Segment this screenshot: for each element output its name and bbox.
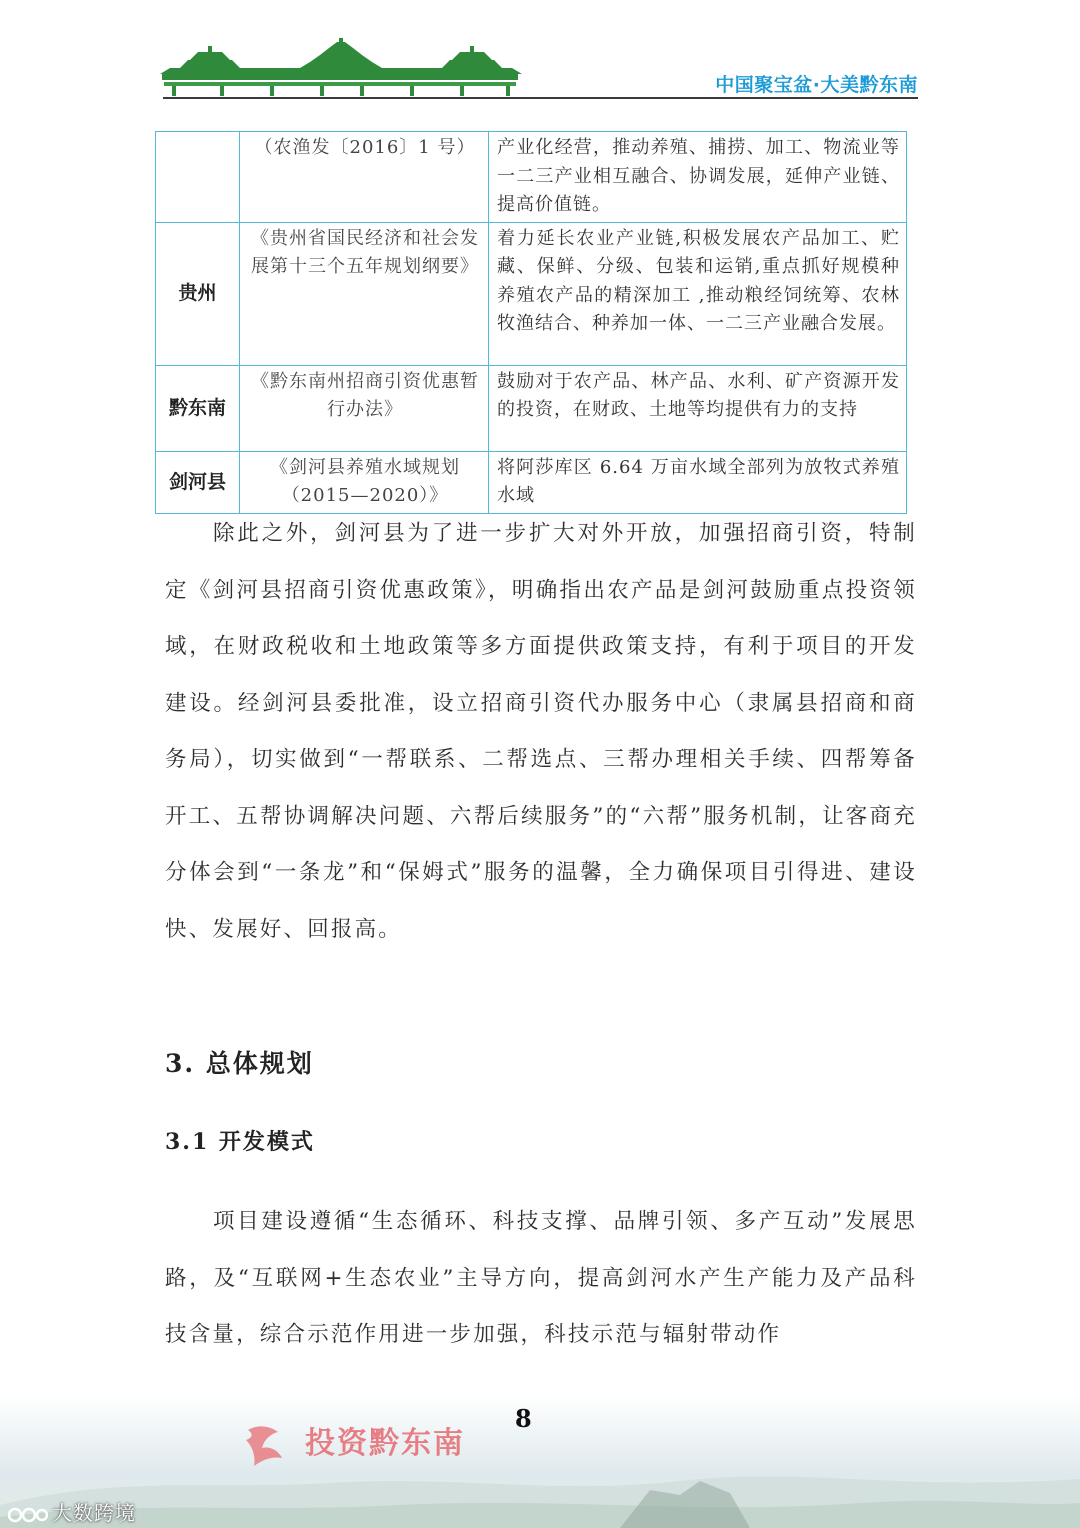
page-header — [0, 0, 1080, 110]
table-row — [156, 365, 907, 451]
header-divider — [163, 97, 918, 99]
table-cell-description: 着力延长农业产业链,积极发展农产品加工、贮藏、保鲜、分级、包装和运销,重点抓好规模种养殖农产品的精深加工 ,推动粮经饲统筹、农林牧渔结合、种养加一体、一二三产业融合发展。 — [489, 222, 907, 365]
footer-background — [0, 1395, 1080, 1528]
table-row — [156, 451, 907, 513]
footer-landscape-illustration — [0, 1395, 1080, 1528]
watermark-text: 大数跨境 — [52, 1501, 136, 1525]
table-cell-document: （农渔发〔2016〕1 号） — [240, 132, 489, 223]
investment-logo-icon — [240, 1420, 292, 1472]
table-cell-document: 《剑河县养殖水域规划（2015—2020）》 — [240, 451, 489, 513]
subsection-heading: 3.1 开发模式 — [165, 1129, 315, 1155]
table-cell-description: 产业化经营，推动养殖、捕捞、加工、物流业等一二三产业相互融合、协调发展，延伸产业链、提高价值链。 — [489, 132, 907, 223]
table-cell-document: 《黔东南州招商引资优惠暂行办法》 — [240, 365, 489, 451]
footer-logo-text: 投资黔东南 — [305, 1426, 465, 1461]
table-cell-region: 剑河县 — [156, 451, 240, 513]
watermark — [8, 1497, 136, 1526]
page-number: 8 — [515, 1404, 532, 1433]
body-paragraph-policy: 除此之外，剑河县为了进一步扩大对外开放，加强招商引资，特制定《剑河县招商引资优惠政策》，明确指出农产品是剑河鼓励重点投资领域，在财政税收和土地政策等多方面提供政策支持，有利于项目的开发建设。经剑河县委批准，设立招商引资代办服务中心（隶属县招商和商务局），切实做到“一帮联系、二帮选点、三帮办理相关手续、四帮筹备开工、五帮协调解决问题、六帮后续服务”的“六帮”服务机制，让客商充分体会到“一条龙”和“保姆式”服务的温馨，全力确保项目引得进、建设快、发展好、回报高。 — [165, 521, 917, 942]
policy-table — [155, 131, 907, 514]
table-row — [156, 132, 907, 223]
section-heading: 3. 总体规划 — [165, 1049, 314, 1078]
table-cell-region: 黔东南 — [156, 365, 240, 451]
drum-tower-bridge-illustration — [160, 38, 522, 98]
table-cell-document: 《贵州省国民经济和社会发展第十三个五年规划纲要》 — [240, 222, 489, 365]
header-brand-text: 中国聚宝盆·大美黔东南 — [715, 74, 918, 96]
table-cell-description: 将阿莎库区 6.64 万亩水域全部列为放牧式养殖水域 — [489, 451, 907, 513]
table-row — [156, 222, 907, 365]
table-cell-description: 鼓励对于农产品、林产品、水利、矿产资源开发的投资，在财政、土地等均提供有力的支持 — [489, 365, 907, 451]
body-paragraph-development-model: 项目建设遵循“生态循环、科技支撑、品牌引领、多产互动”发展思路，及“互联网+生态农业”主导方向，提高剑河水产生产能力及产品科技含量，综合示范作用进一步加强，科技示范与辐射带动作 — [165, 1209, 917, 1347]
watermark-logo-icon — [8, 1505, 48, 1525]
table-cell-region — [156, 132, 240, 223]
table-cell-region: 贵州 — [156, 222, 240, 365]
